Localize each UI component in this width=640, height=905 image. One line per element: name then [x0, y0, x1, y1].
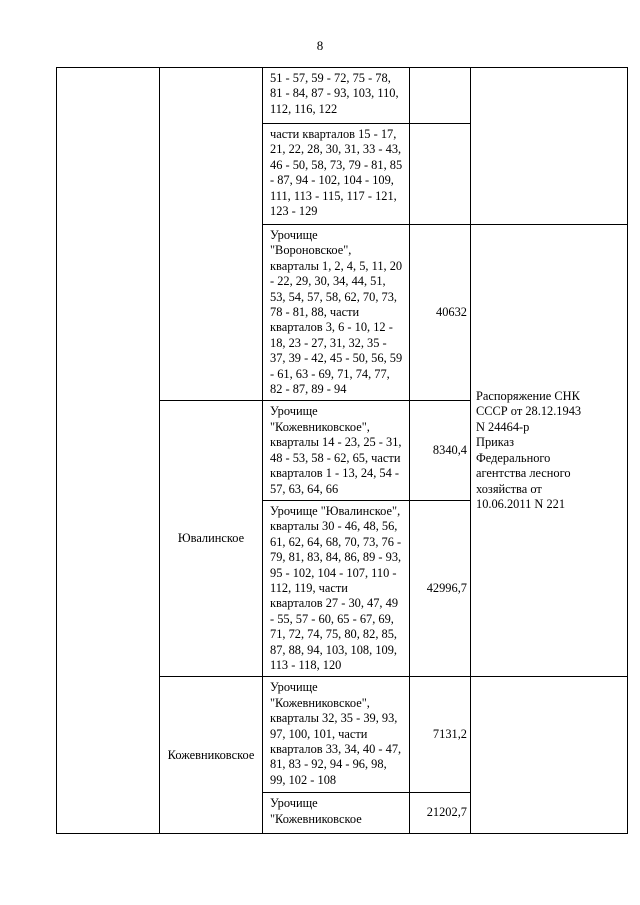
forest-table [56, 67, 628, 834]
quarters-cell: Урочище "Вороновское", кварталы 1, 2, 4, 5, 11, 20 - 22, 29, 30, 34, 44, 51, 53, 54, 57, 58, 62, 70, 73, 78 - 81, 88, части кварталов 3, 6 - 10, 12 - 18, 23 - 27, 31, 32, 35 - 37, 39 - 42, 45 - 50, 56, 59 - 61, 63 - 69, 71, 74, 77, 82 - 87, 89 - 94 [263, 225, 410, 401]
quarters-cell: Урочище "Ювалинское", кварталы 30 - 46, 48, 56, 61, 62, 64, 68, 70, 73, 76 - 79, 81, 83, 84, 86, 89 - 93, 95 - 102, 104 - 107, 110 - 112, 119, части кварталов 27 - 30, 47, 49 - 55, 57 - 60, 65 - 67, 69, 71, 72, 74, 75, 80, 82, 85, 87, 88, 94, 103, 108, 109, 113 - 118, 120 [263, 500, 410, 676]
empty-column-cell [57, 68, 160, 834]
area-cell: 21202,7 [410, 793, 471, 834]
area-cell [410, 68, 471, 124]
district-cell: Кожевниковское [160, 677, 263, 834]
quarters-cell: Урочище "Кожевниковское", кварталы 14 - 23, 25 - 31, 48 - 53, 58 - 62, 65, части кварталов 1 - 13, 24, 54 - 57, 63, 64, 66 [263, 401, 410, 500]
quarters-cell: Урочище "Кожевниковское [263, 793, 410, 834]
district-cell: Ювалинское [160, 401, 263, 677]
legal-basis-cell: Распоряжение СНК СССР от 28.12.1943 N 24464-р Приказ Федерального агентства лесного хозяйства от 10.06.2011 N 221 [471, 225, 628, 677]
area-cell [410, 124, 471, 225]
legal-basis-cell-empty [471, 68, 628, 225]
area-cell: 8340,4 [410, 401, 471, 500]
quarters-cell: 51 - 57, 59 - 72, 75 - 78, 81 - 84, 87 - 93, 103, 110, 112, 116, 122 [263, 68, 410, 124]
area-cell: 42996,7 [410, 500, 471, 676]
district-cell-empty [160, 68, 263, 401]
page-number: 8 [316, 38, 324, 53]
area-cell: 40632 [410, 225, 471, 401]
quarters-cell: Урочище "Кожевниковское", кварталы 32, 35 - 39, 93, 97, 100, 101, части кварталов 33, 34, 40 - 47, 81, 83 - 92, 94 - 96, 98, 99, 102 - 108 [263, 677, 410, 793]
legal-basis-cell-empty [471, 677, 628, 834]
area-cell: 7131,2 [410, 677, 471, 793]
quarters-cell: части кварталов 15 - 17, 21, 22, 28, 30, 31, 33 - 43, 46 - 50, 58, 73, 79 - 81, 85 - 87, 94 - 102, 104 - 109, 111, 113 - 115, 117 - 121, 123 - 129 [263, 124, 410, 225]
table-row [57, 68, 628, 124]
